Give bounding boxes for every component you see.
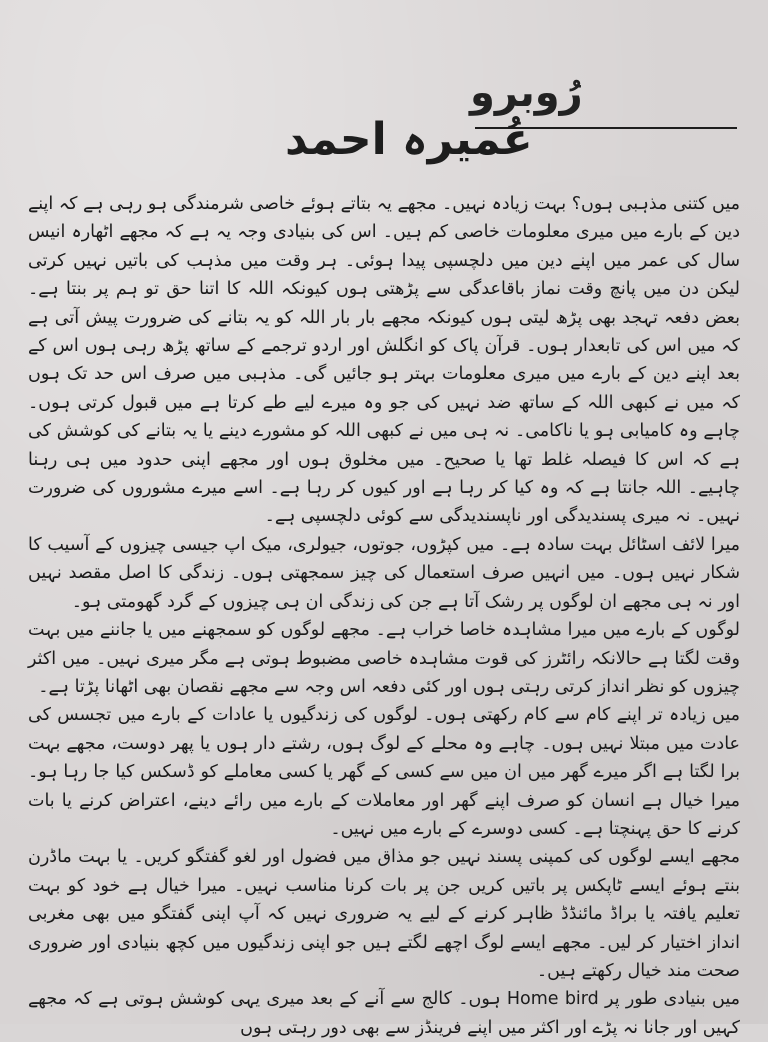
article-header	[0, 70, 768, 190]
paragraph: میں زیادہ تر اپنے کام سے کام رکھتی ہوں۔ لوگوں کی زندگیوں یا عادات کے بارے میں تجسس کی عادت میں مبتلا نہیں ہوں۔ چاہے وہ محلے کے لوگ ہوں، رشتے دار ہوں یا پھر دوست، مجھے بہت برا لگتا ہے اگر میرے گھر میں ان میں سے کسی کے گھر یا کسی معاملے کو ڈسکس کیا جا رہا ہو۔ میرا خیال ہے انسان کو صرف اپنے گھر اور معاملات کے بارے میں رائے دینے، اعتراض کرنے یا بات کرنے کا حق پہنچتا ہے۔ کسی دوسرے کے بارے میں نہیں۔	[28, 705, 740, 839]
paragraph: میرا لائف اسٹائل بہت سادہ ہے۔ میں کپڑوں، جوتوں، جیولری، میک اپ جیسی چیزوں کے آسیب کا شکار نہیں ہوں۔ میں انہیں صرف استعمال کی چیز سمجھتی ہوں۔ زندگی کا اصل مقصد نہیں اور نہ ہی مجھے ان لوگوں پر رشک آتا ہے جن کی زندگی ان ہی چیزوں کے گرد گھومتی ہو۔	[28, 534, 740, 612]
paragraph: لوگوں کے بارے میں میرا مشاہدہ خاصا خراب ہے۔ مجھے لوگوں کو سمجھنے میں یا جاننے میں بہت وقت لگتا ہے حالانکہ رائٹرز کی قوت مشاہدہ خاصی مضبوط ہوتی ہے مگر میری نہیں۔ میں اکثر چیزوں کو نظر انداز کرتی رہتی ہوں اور کئی دفعہ اس وجہ سے مجھے نقصان بھی اٹھانا پڑتا ہے۔	[28, 620, 740, 697]
paragraph: مجھے ایسے لوگوں کی کمپنی پسند نہیں جو مذاق میں فضول اور لغو گفتگو کریں۔ یا بہت ماڈرن بنتے ہوئے ایسے ٹاپکس پر باتیں کریں جن پر بات کرنا مناسب نہیں۔ میرا خیال ہے خود کو بہت تعلیم یافتہ یا براڈ مائنڈڈ ظاہر کرنے کے لیے یہ ضروری نہیں کہ آپ اپنی گفتگو میں بھی مغربی انداز اختیار کر لیں۔ مجھے ایسے لوگ اچھے لگتے ہیں جو اپنی زندگیوں میں کچھ بنیادی اور ضروری صحت مند خیال رکھتے ہیں۔	[28, 847, 740, 981]
author-name: عُمیرہ احمد	[285, 114, 533, 165]
paragraph: میں بنیادی طور پر Home bird ہوں۔ کالج سے آنے کے بعد میری یہی کوشش ہوتی ہے کہ مجھے کہیں اور جانا نہ پڑے اور اکثر میں اپنے فرینڈز سے بھی دور رہتی ہوں	[28, 989, 740, 1038]
column-title: رُوبرو	[470, 70, 583, 116]
article-body	[28, 190, 740, 1042]
paragraph: میں کتنی مذہبی ہوں؟ بہت زیادہ نہیں۔ مجھے یہ بتاتے ہوئے خاصی شرمندگی ہو رہی ہے کہ اپنے دین کے بارے میں میری معلومات خاصی کم ہیں۔ اس کی بنیادی وجہ یہ ہے کہ مجھے اٹھارہ انیس سال کی عمر میں اپنے دین میں دلچسپی پیدا ہوئی۔ ہر وقت میں مذہب کی باتیں نہیں کرتی لیکن دن میں پانچ وقت نماز باقاعدگی سے پڑھتی ہوں کیونکہ اللہ کا اتنا حق تو ہم پر بنتا ہے۔ بعض دفعہ تہجد بھی پڑھ لیتی ہوں کیونکہ مجھے بار بار اللہ کو یہ بتانے کی ضرورت پیش آتی ہے کہ میں اس کی تابعدار ہوں۔ قرآن پاک کو انگلش اور اردو ترجمے کے ساتھ پڑھ رہی ہوں اس کے بعد اپنے دین کے بارے میں میری معلومات بہتر ہو جائیں گی۔ مذہبی میں صرف اس حد تک ہوں کہ میں نے کبھی اللہ کے ساتھ ضد نہیں کی جو وہ میرے لیے طے کرتا ہے میں قبول کرتی ہوں۔ چاہے وہ کامیابی ہو یا ناکامی۔ نہ ہی میں نے کبھی اللہ کو مشورے دینے یا یہ بتانے کی کوشش کی ہے کہ اس کا فیصلہ غلط تھا یا صحیح۔ میں مخلوق ہوں اور مجھے اپنی حدود میں ہی رہنا چاہیے۔ اللہ جانتا ہے کہ وہ کیا کر رہا ہے اور کیوں کر رہا ہے۔ اسے میرے مشوروں کی ضرورت نہیں۔ نہ میری پسندیدگی اور ناپسندیدگی سے کوئی دلچسپی ہے۔	[28, 194, 740, 527]
